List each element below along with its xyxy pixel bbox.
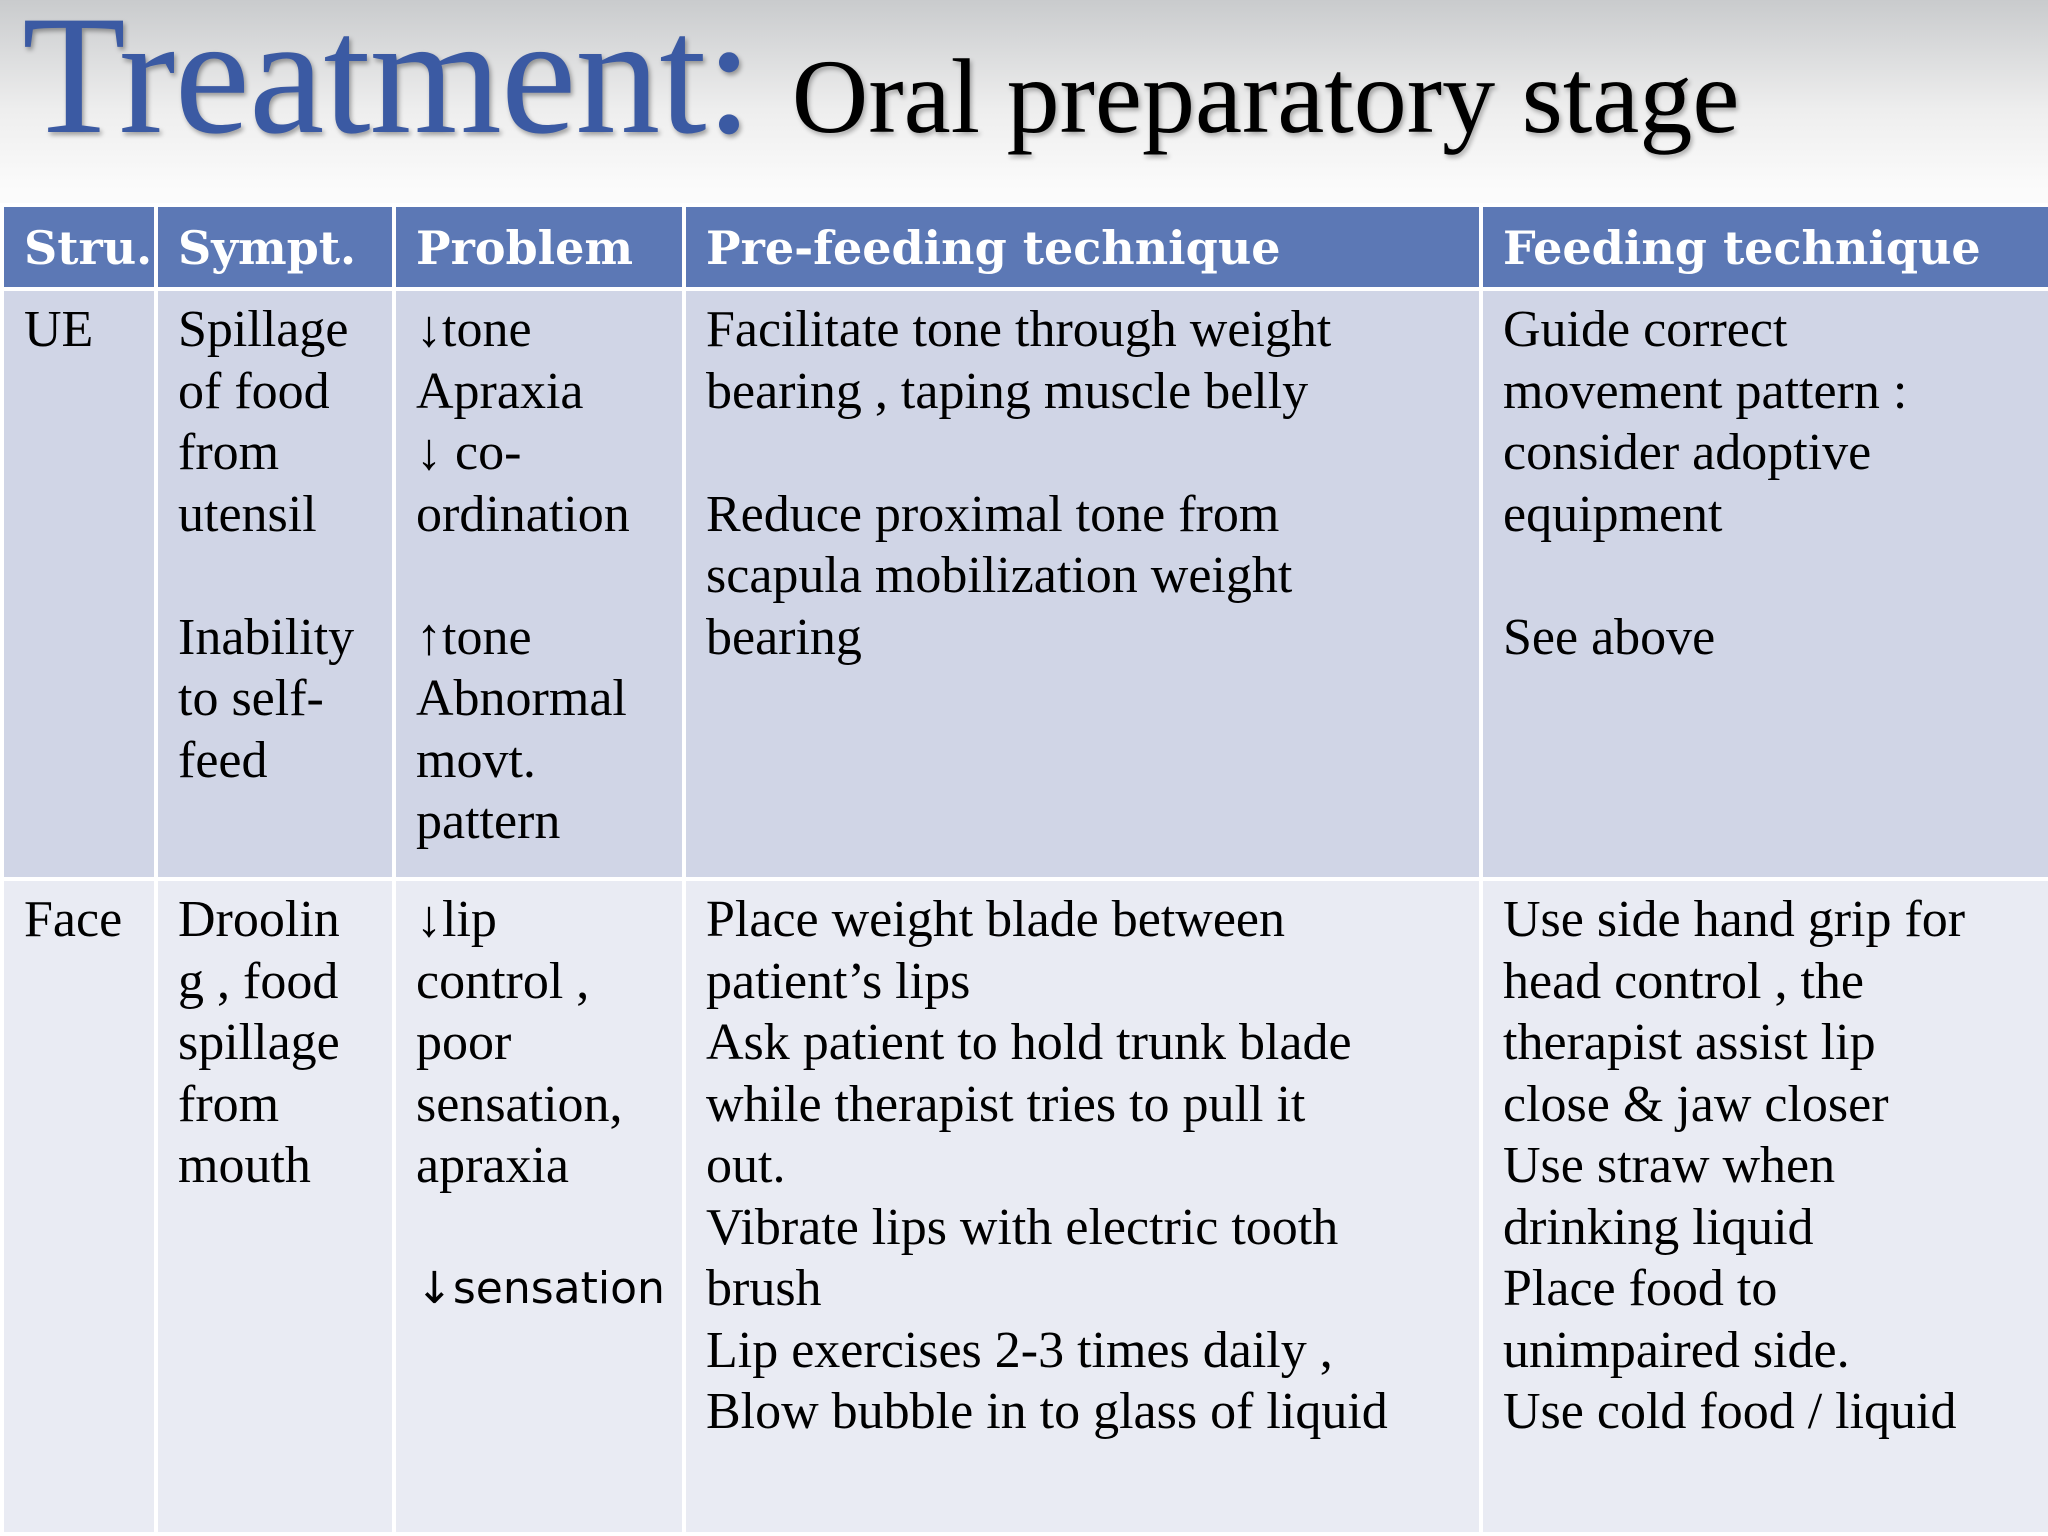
cell-line: of food <box>178 362 330 420</box>
cell-line: spillage <box>178 1014 340 1071</box>
header-structure: Stru. <box>2 205 156 289</box>
cell-line: bearing , taping muscle belly <box>706 362 1309 420</box>
cell-line: Abnormal <box>416 670 627 727</box>
cell-text: Face <box>24 891 123 948</box>
cell-line: ↓lip <box>416 891 497 948</box>
cell-line: drinking liquid <box>1503 1198 1814 1256</box>
cell-line: Place food to <box>1503 1260 1778 1317</box>
cell-line: from <box>178 1075 280 1133</box>
title-subtitle: Oral preparatory stage <box>791 38 1740 155</box>
cell-line: close & jaw closer <box>1503 1075 1889 1133</box>
cell-line: bearing <box>706 608 862 666</box>
cell-symptom <box>156 879 394 1534</box>
cell-feeding <box>1481 879 2048 1534</box>
cell-problem <box>394 879 684 1534</box>
cell-line: brush <box>706 1260 822 1317</box>
cell-line: to self- <box>178 670 324 727</box>
cell-line: Inability <box>178 608 355 666</box>
cell-line: ordination <box>416 485 630 543</box>
cell-line: utensil <box>178 485 317 543</box>
cell-line: unimpaired side. <box>1503 1321 1850 1379</box>
cell-line: Guide correct <box>1503 301 1788 358</box>
cell-line: while therapist tries to pull it <box>706 1075 1306 1133</box>
cell-line: Spillage <box>178 301 349 358</box>
table-row <box>2 289 2048 879</box>
header-prefeeding-technique: Pre-feeding technique <box>684 205 1481 289</box>
cell-line: consider adoptive <box>1503 424 1872 481</box>
cell-prefeeding <box>684 289 1481 879</box>
cell-line: ↑tone <box>416 608 532 666</box>
cell-line: Use straw when <box>1503 1137 1836 1194</box>
cell-line: out. <box>706 1137 786 1194</box>
table-row <box>2 879 2048 1534</box>
cell-line: scapula mobilization weight <box>706 547 1293 604</box>
cell-line: Use side hand grip for <box>1503 891 1966 948</box>
header-feeding-technique: Feeding technique <box>1481 205 2048 289</box>
cell-line: equipment <box>1503 485 1723 543</box>
cell-line: movt. <box>416 731 536 789</box>
cell-line: from <box>178 424 280 481</box>
cell-feeding <box>1481 289 2048 879</box>
treatment-table <box>0 203 2048 1536</box>
cell-line: Blow bubble in to glass of liquid <box>706 1383 1388 1440</box>
cell-line: Droolin <box>178 891 340 948</box>
cell-line: See above <box>1503 608 1716 666</box>
cell-line: Place weight blade between <box>706 891 1285 948</box>
cell-symptom <box>156 289 394 879</box>
cell-problem <box>394 289 684 879</box>
cell-line: therapist assist lip <box>1503 1014 1876 1071</box>
cell-line: mouth <box>178 1137 311 1194</box>
cell-line: sensation, <box>416 1075 623 1133</box>
cell-text: UE <box>24 301 94 358</box>
cell-line: Ask patient to hold trunk blade <box>706 1014 1352 1071</box>
slide-title <box>22 0 1739 172</box>
cell-line: Facilitate tone through weight <box>706 301 1332 358</box>
line-gap <box>706 422 1469 484</box>
cell-prefeeding <box>684 879 1481 1534</box>
cell-line: pattern <box>416 793 561 850</box>
cell-line: g , food <box>178 952 339 1010</box>
line-gap <box>416 545 672 607</box>
cell-structure <box>2 289 156 879</box>
cell-line: Apraxia <box>416 362 584 420</box>
cell-line: ↓ co- <box>416 424 522 481</box>
table-header-row <box>2 205 2048 289</box>
cell-line: control , <box>416 952 590 1010</box>
cell-line: movement pattern : <box>1503 362 1908 420</box>
cell-line: Use cold food / liquid <box>1503 1383 1957 1440</box>
cell-line: patient’s lips <box>706 952 971 1010</box>
cell-structure <box>2 879 156 1534</box>
cell-line: Reduce proximal tone from <box>706 485 1280 543</box>
header-symptom: Sympt. <box>156 205 394 289</box>
cell-line: apraxia <box>416 1137 570 1194</box>
cell-line: feed <box>178 731 268 789</box>
cell-line: Lip exercises 2-3 times daily , <box>706 1321 1333 1379</box>
cell-line: ↓tone <box>416 301 532 358</box>
line-gap <box>1503 545 2038 607</box>
cell-line: ↓sensation <box>416 1263 665 1314</box>
cell-line: head control , the <box>1503 952 1864 1010</box>
cell-line: poor <box>416 1014 512 1071</box>
line-gap <box>178 545 382 607</box>
line-gap <box>416 1197 672 1259</box>
title-main: Treatment: <box>22 0 752 169</box>
cell-line: Vibrate lips with electric tooth <box>706 1198 1339 1256</box>
header-problem: Problem <box>394 205 684 289</box>
